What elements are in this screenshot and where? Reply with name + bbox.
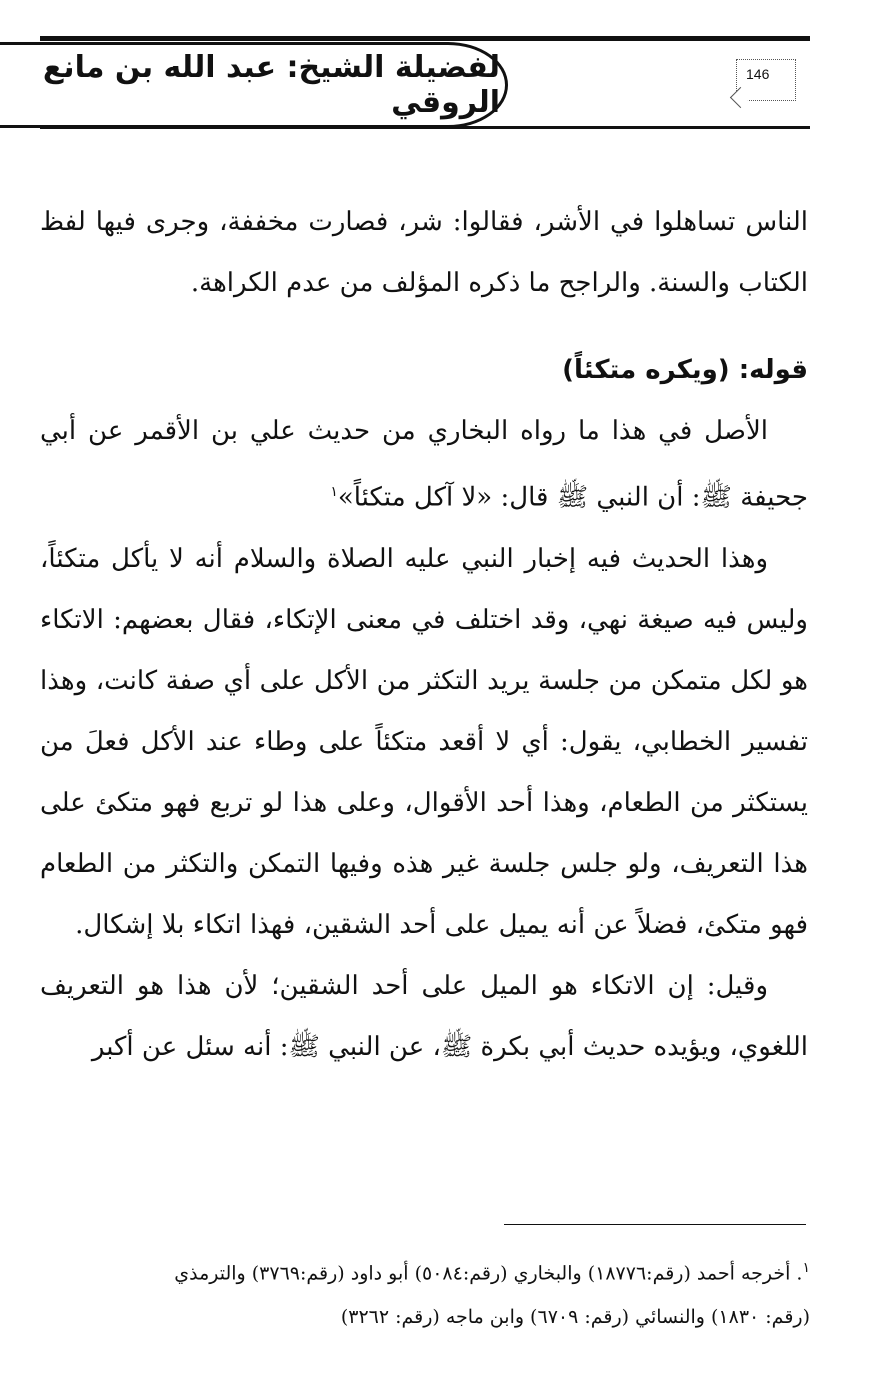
running-header-title: لفضيلة الشيخ: عبد الله بن مانع الروقي: [42, 50, 500, 120]
page-number: 146: [746, 66, 770, 82]
paragraph-4: وقيل: إن الاتكاء هو الميل على أحد الشقين؛ لأن هذا هو التعريف اللغوي، ويؤيده حديث أبي بكرة ﷺ، عن النبي ﷺ: أنه سئل عن أكبر: [40, 970, 808, 1062]
footnote-1-line-1: [40, 1246, 810, 1295]
paragraph-1: الناس تساهلوا في الأشر، فقالوا: شر، فصارت مخففة، وجرى فيها لفظ الكتاب والسنة. والراجح ما ذكره المؤلف من عدم الكراهة.: [40, 207, 808, 298]
paragraph-2: [40, 401, 808, 529]
section-heading: قوله: (ويكره متكئاً): [562, 355, 808, 385]
footnote-1-text: . أخرجه أحمد (رقم:١٨٧٧٦) والبخاري (رقم:٥٠٨٤) أبو داود (رقم:٣٧٦٩) والترمذي: [174, 1262, 803, 1285]
footnote-mark: ١: [802, 1260, 810, 1276]
header-top-rule: [40, 36, 810, 41]
footnote-1-line-2: (رقم: ١٨٣٠) والنسائي (رقم: ٦٧٠٩) وابن ماجه (رقم: ٣٢٦٢): [340, 1306, 810, 1329]
main-text: [40, 192, 808, 1078]
footnote-separator: [504, 1224, 806, 1225]
paragraph-3: وهذا الحديث فيه إخبار النبي عليه الصلاة والسلام أنه لا يأكل متكئاً، وليس فيه صيغة نهي، وقد اختلف في معنى الإتكاء، فقال بعضهم: الاتكاء هو لكل متمكن من جلسة يريد التكثر من الأكل على أي صفة كانت، وهذا تفسير الخطابي، يقول: أي لا أقعد متكئاً على وطاء عند الأكل فعلَ من يستكثر من الطعام، وهذا أحد الأقوال، وعلى هذا لو تربع فهو متكئ على هذا التعريف، ولو جلس جلسة غير هذه وفيها التمكن والتكثر من الطعام فهو متكئ، فضلاً عن أنه يميل على أحد الشقين، فهذا اتكاء بلا إشكال.: [40, 543, 808, 940]
paragraph-2-text: الأصل في هذا ما رواه البخاري من حديث علي بن الأقمر عن أبي جحيفة ﷺ: أن النبي ﷺ قال: «لا آكل متكئاً»: [40, 416, 808, 513]
footnotes: [40, 1246, 810, 1339]
footnote-reference: ١: [330, 484, 338, 500]
